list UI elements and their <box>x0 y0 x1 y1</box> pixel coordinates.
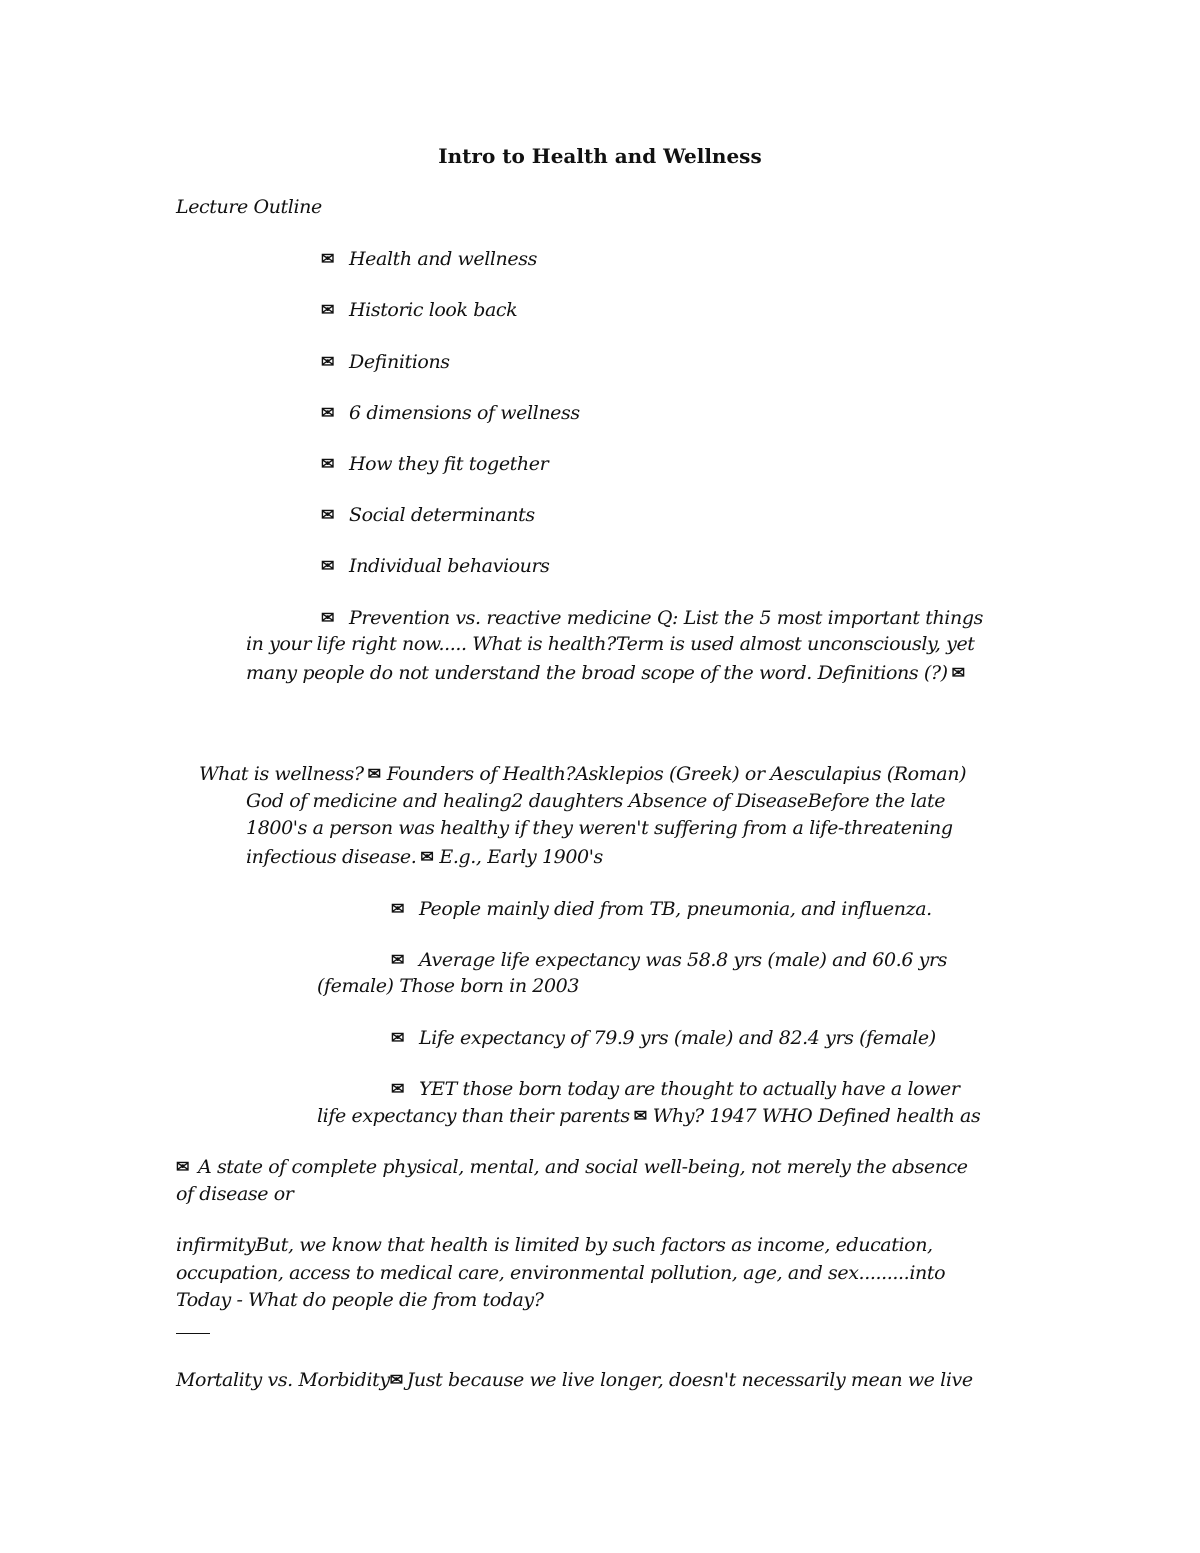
envelope-bullet-icon: ✉ <box>391 1079 405 1098</box>
list-item <box>391 1024 936 1053</box>
wellness-text: What is wellness? <box>199 763 364 785</box>
list-item-label: Individual behaviours <box>349 555 550 577</box>
list-item-label: Why? 1947 WHO Defined health as <box>652 1105 981 1127</box>
envelope-bullet-icon: ✉ <box>321 608 335 627</box>
list-item-label: YET those born today are thought to actually have a lower <box>419 1078 960 1100</box>
list-item <box>321 399 580 428</box>
list-item <box>321 552 550 581</box>
wellness-line-2: God of medicine and healing2 daughters Absence of DiseaseBefore the late <box>246 790 946 812</box>
prevention-text: Prevention vs. reactive medicine Q: List the 5 most important things <box>349 607 983 629</box>
list-item-label: Social determinants <box>349 504 535 526</box>
who-line-2: of disease or <box>176 1183 294 1205</box>
prevention-line-1 <box>321 604 983 633</box>
wellness-text: Founders of Health?Asklepios (Greek) or Aesculapius (Roman) <box>386 763 967 785</box>
lecture-outline-heading: Lecture Outline <box>176 196 322 218</box>
list-item-label: Historic look back <box>349 299 518 321</box>
list-item <box>321 501 535 530</box>
envelope-bullet-icon: ✉ <box>391 1028 405 1047</box>
wellness-line-3: 1800's a person was healthy if they weren't suffering from a life-threatening <box>246 817 953 839</box>
list-item-label: Health and wellness <box>349 248 537 270</box>
wellness-line-1 <box>199 760 966 789</box>
infirmity-line-3: Today - What do people die from today? <box>176 1289 544 1311</box>
envelope-bullet-icon: ✉ <box>633 1106 647 1125</box>
prevention-line-2: in your life right now..... What is health?Term is used almost unconsciously, yet <box>246 633 975 655</box>
list-item-continuation: (female) Those born in 2003 <box>317 975 580 997</box>
envelope-bullet-icon: ✉ <box>321 556 335 575</box>
list-item <box>321 245 537 274</box>
list-item-label: Life expectancy of 79.9 yrs (male) and 82.4 yrs (female) <box>419 1027 936 1049</box>
mortality-line-1 <box>176 1366 973 1395</box>
envelope-bullet-icon: ✉ <box>951 663 965 682</box>
list-item-label: How they fit together <box>349 453 549 475</box>
list-item <box>391 946 947 975</box>
mortality-text: Just because we live longer, doesn't necessarily mean we live <box>406 1369 973 1391</box>
prevention-text: many people do not understand the broad scope of the word. Definitions (?) <box>246 662 948 684</box>
list-item <box>391 895 932 924</box>
envelope-bullet-icon: ✉ <box>176 1157 190 1176</box>
list-item-label: People mainly died from TB, pneumonia, and influenza. <box>419 898 932 920</box>
envelope-bullet-icon: ✉ <box>367 764 381 783</box>
horizontal-rule <box>176 1333 210 1334</box>
list-item-label: life expectancy than their parents <box>317 1105 630 1127</box>
list-item-continuation <box>317 1102 980 1131</box>
envelope-bullet-icon: ✉ <box>321 454 335 473</box>
envelope-bullet-icon: ✉ <box>321 249 335 268</box>
envelope-bullet-icon: ✉ <box>321 352 335 371</box>
list-item <box>321 450 548 479</box>
document-title: Intro to Health and Wellness <box>438 144 762 168</box>
envelope-bullet-icon: ✉ <box>391 899 405 918</box>
envelope-bullet-icon: ✉ <box>420 847 434 866</box>
list-item <box>391 1075 960 1104</box>
who-line-1 <box>176 1153 968 1182</box>
list-item <box>321 296 517 325</box>
envelope-bullet-icon: ✉ <box>389 1370 403 1389</box>
wellness-line-4 <box>246 843 603 872</box>
envelope-bullet-icon: ✉ <box>391 950 405 969</box>
list-item-label: Definitions <box>349 351 450 373</box>
mortality-text: Mortality vs. Morbidity <box>176 1369 390 1391</box>
wellness-text: E.g., Early 1900's <box>439 846 603 868</box>
envelope-bullet-icon: ✉ <box>321 300 335 319</box>
envelope-bullet-icon: ✉ <box>321 505 335 524</box>
envelope-bullet-icon: ✉ <box>321 403 335 422</box>
who-text: A state of complete physical, mental, and social well-being, not merely the absence <box>198 1156 968 1178</box>
prevention-line-3 <box>246 659 971 688</box>
infirmity-line-2: occupation, access to medical care, environmental pollution, age, and sex.........into <box>176 1262 946 1284</box>
list-item-label: Average life expectancy was 58.8 yrs (male) and 60.6 yrs <box>419 949 948 971</box>
list-item-label: 6 dimensions of wellness <box>349 402 580 424</box>
wellness-text: infectious disease. <box>246 846 417 868</box>
list-item <box>321 348 450 377</box>
infirmity-line-1: infirmityBut, we know that health is limited by such factors as income, education, <box>176 1234 933 1256</box>
